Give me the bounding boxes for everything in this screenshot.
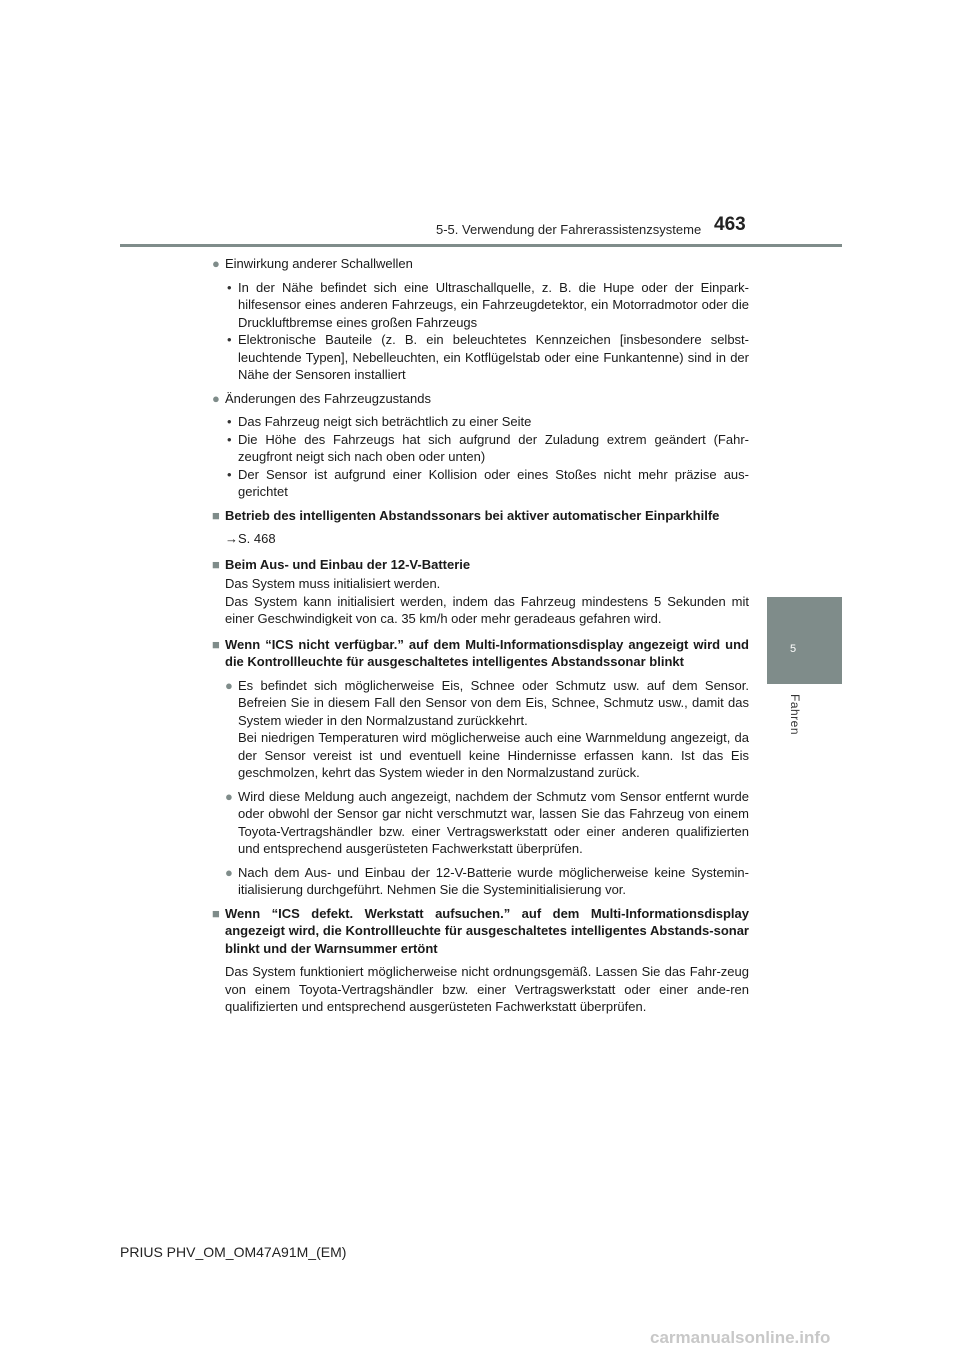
paragraph: Das System kann initialisiert werden, indem das Fahrzeug mindestens 5 Sekunden mit einer Geschwindigkeit von ca. 35 km/h oder mehr geradeaus gefahren wird. <box>225 593 749 626</box>
list-item: • Der Sensor ist aufgrund einer Kollision oder eines Stoßes nicht mehr präzise aus-gerichtet <box>227 466 749 499</box>
bullet-item: ● Nach dem Aus- und Einbau der 12-V-Batterie wurde möglicherweise keine Systemin-itialisierung durchgeführt. Nehmen Sie die Systeminitialisierung vor. <box>225 864 749 897</box>
square-bullet-icon: ■ <box>212 905 220 921</box>
watermark: carmanualsonline.info <box>650 1328 831 1347</box>
paragraph: Das System funktioniert möglicherweise nicht ordnungsgemäß. Lassen Sie das Fahr-zeug von einem Toyota-Vertragshändler bzw. einer Vertragswerkstatt oder einer ande-ren qualifizierten und entsprechend ausgerüsteten Fachwerkstatt überprüfen. <box>225 964 749 1014</box>
dot-bullet-icon: • <box>227 414 232 429</box>
list-item: • In der Nähe befindet sich eine Ultraschallquelle, z. B. die Hupe oder der Einpark-hilfesensor eines anderen Fahrzeugs, ein Fahrzeugdetektor, ein Motorradmotor oder die Druckluftbremse eines großen Fahrzeugs <box>227 279 749 330</box>
section-heading: ■ Beim Aus- und Einbau der 12-V-Batterie <box>212 556 471 572</box>
dot-bullet-icon: • <box>227 431 232 447</box>
circle-bullet-icon: ● <box>212 390 220 406</box>
square-bullet-icon: ■ <box>212 556 220 572</box>
sub-list <box>212 279 749 384</box>
list-item: • Die Höhe des Fahrzeugs hat sich aufgrund der Zuladung extrem geändert (Fahr-zeugfront neigt sich nach oben oder unten) <box>227 431 749 464</box>
circle-bullet-icon: ● <box>225 788 233 804</box>
section-title: 5-5. Verwendung der Fahrerassistenzsysteme <box>436 222 702 237</box>
circle-bullet-icon: ● <box>212 256 220 271</box>
list-item: • Das Fahrzeug neigt sich beträchtlich zu einer Seite <box>227 414 532 429</box>
circle-bullet-icon: ● <box>225 677 233 693</box>
chapter-tab <box>767 597 842 684</box>
chapter-label: Fahren <box>788 694 802 736</box>
section-heading: ■ Wenn “ICS defekt. Werkstatt aufsuchen.” auf dem Multi-Informationsdisplay angezeigt wird, die Kontrollleuchte für ausgeschaltetes intelligentes Abstands-sonar blinkt und der Warnsummer ertönt <box>212 905 749 956</box>
dot-bullet-icon: • <box>227 332 232 347</box>
circle-bullet-icon: ● <box>225 864 233 880</box>
page-content <box>212 255 749 1016</box>
paragraph: Das System muss initialisiert werden. <box>225 576 441 591</box>
section-heading: ■ Wenn “ICS nicht verfügbar.” auf dem Multi-Informationsdisplay angezeigt wird und die Kontrollleuchte für ausgeschaltetes intelligentes Abstandssonar blinkt <box>212 636 749 669</box>
header-rule <box>120 244 842 247</box>
page-number: 463 <box>714 214 746 235</box>
cross-reference: →S. 468 <box>225 531 276 546</box>
bullet-item: ● Wird diese Meldung auch angezeigt, nachdem der Schmutz vom Sensor entfernt wurde oder obwohl der Sensor gar nicht verschmutzt war, lassen Sie das Fahrzeug von einem Toyota-Vertragshändler bzw. einer Vertragswerkstatt oder einer anderen qualifizierten und entsprechend ausgerüsteten Fachwerkstatt überprüfen. <box>225 788 749 856</box>
section-heading: ■ Betrieb des intelligenten Abstandssonars bei aktiver automatischer Einparkhilfe <box>212 507 720 523</box>
dot-bullet-icon: • <box>227 279 232 295</box>
list-item: • Elektronische Bauteile (z. B. ein beleuchtetes Kennzeichen [insbesondere selbst-leuchtende Typen], Nebelleuchten, ein Kotflügelstab oder eine Funkantenne) sind in der Nähe der Sensoren installiert <box>227 332 749 382</box>
bullet-item: ● Es befindet sich möglicherweise Eis, Schnee oder Schmutz usw. auf dem Sensor. Befreien Sie in diesem Fall den Sensor von dem Eis, Schnee, Schmutz usw., damit das System wieder in den Normalzustand zurückkehrt. Bei niedrigen Temperaturen wird möglicherweise auch eine Warnmeldung angezeigt, da der Sensor vereist ist und eventuell keine Hindernisse erfassen kann. Ist das Eis geschmolzen, kehrt das System wieder in den Normalzustand zurück. <box>225 677 749 780</box>
sub-list <box>212 413 749 501</box>
bullet-item: ● Änderungen des Fahrzeugzustands <box>212 390 431 406</box>
bullet-item: ● Einwirkung anderer Schallwellen <box>212 256 413 271</box>
chapter-number: 5 <box>789 643 797 655</box>
document-id: PRIUS PHV_OM_OM47A91M_(EM) <box>120 1244 347 1260</box>
square-bullet-icon: ■ <box>212 507 220 523</box>
page-header <box>0 0 960 250</box>
dot-bullet-icon: • <box>227 466 232 482</box>
square-bullet-icon: ■ <box>212 636 220 652</box>
